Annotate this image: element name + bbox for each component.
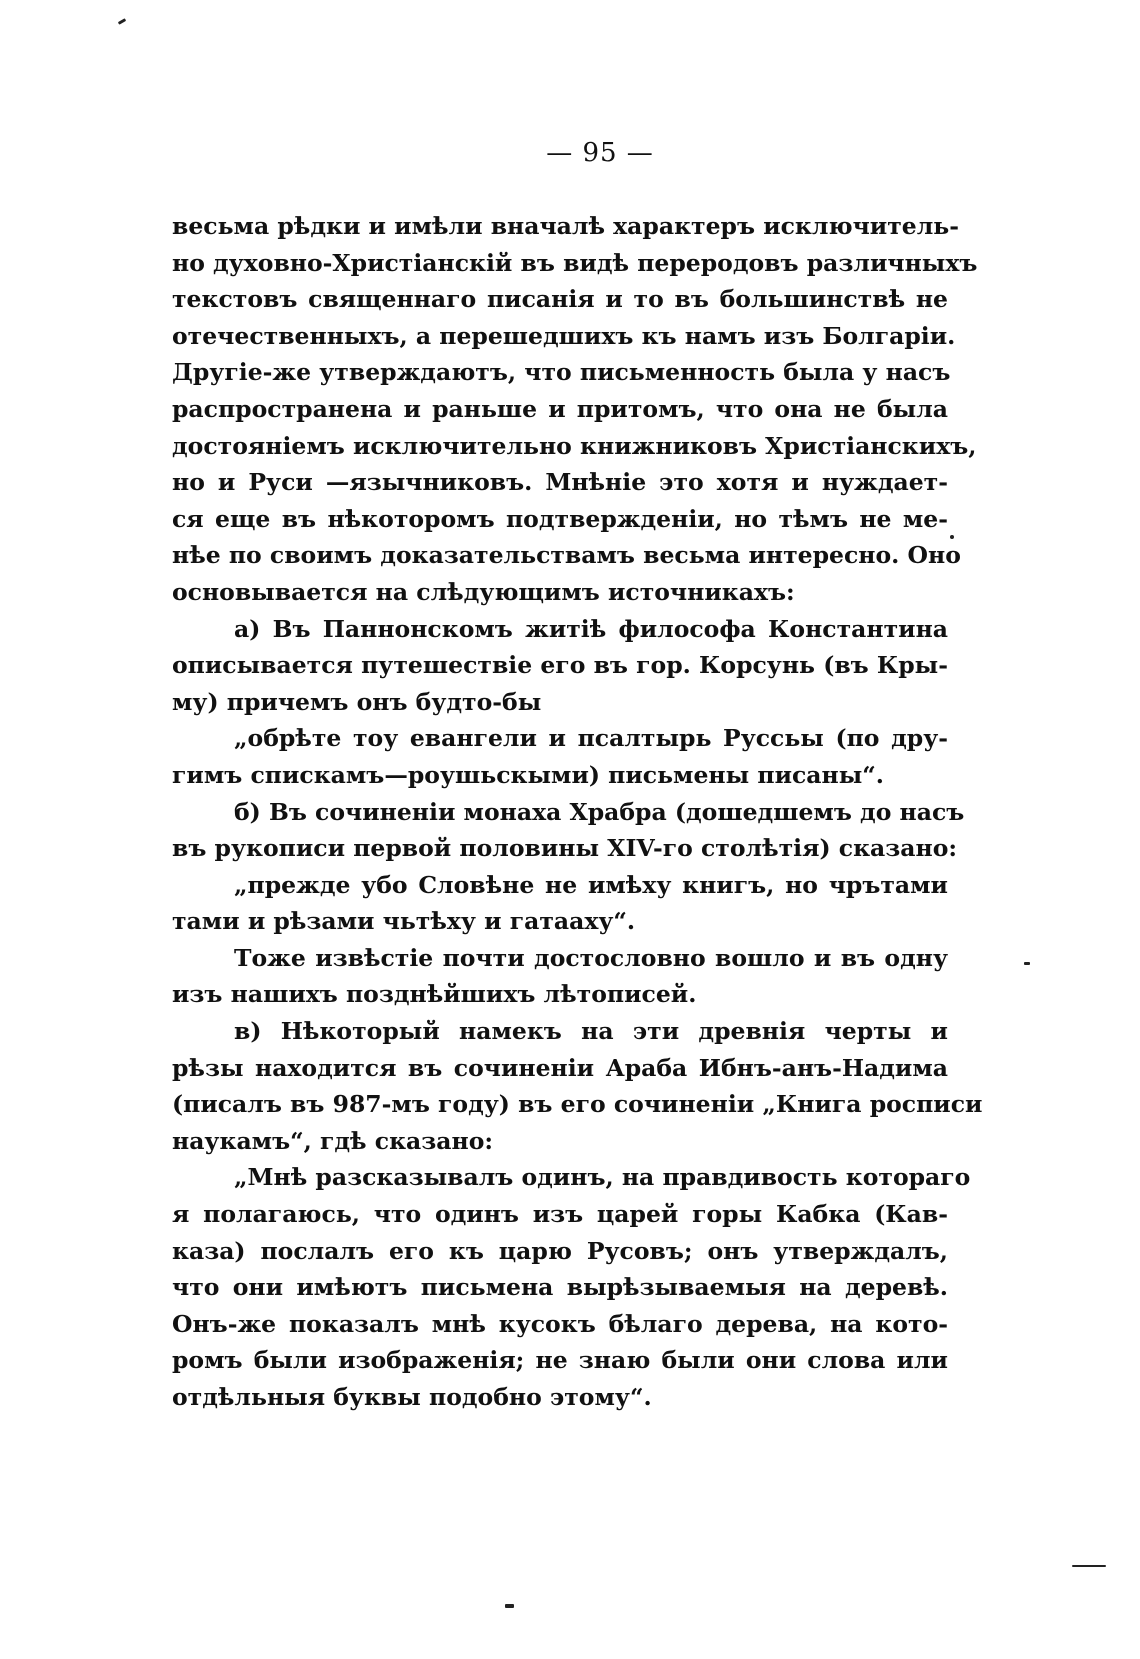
text-line: му) причемъ онъ будто-бы: [172, 687, 542, 716]
text-line: что они имѣютъ письмена вырѣзываемыя на деревѣ.: [172, 1273, 948, 1302]
text-line: „прежде убо Словѣне не имѣху книгъ, но чрътами: [234, 870, 948, 899]
scan-speck: [118, 18, 126, 25]
text-line: (писалъ въ 987-мъ году) въ его сочиненіи „Книга росписи: [172, 1090, 983, 1119]
text-line: ромъ были изображенія; не знаю были они слова или: [172, 1346, 948, 1375]
text-line: отечественныхъ, а перешедшихъ къ намъ изъ Болгаріи.: [172, 321, 956, 350]
text-line: достояніемъ исключительно книжниковъ Христіанскихъ,: [172, 431, 977, 460]
text-line: Тоже извѣстіе почти достословно вошло и въ одну: [234, 943, 948, 972]
scan-speck: [505, 1604, 514, 1608]
text-line: нѣе по своимъ доказательствамъ весьма интересно. Оно: [172, 541, 961, 570]
text-line: „обрѣте тоу евангели и псалтырь Руссьы (по дру-: [234, 724, 948, 753]
text-line: наукамъ“, гдѣ сказано:: [172, 1126, 494, 1155]
body-text: [172, 208, 983, 1416]
text-line: но и Руси —язычниковъ. Мнѣніе это хотя и нуждает-: [172, 468, 948, 497]
text-line: описывается путешествіе его въ гор. Корсунь (въ Кры-: [172, 651, 948, 680]
text-line: б) Въ сочиненіи монаха Храбра (дошедшемъ до насъ: [234, 797, 965, 826]
text-line: отдѣльныя буквы подобно этому“.: [172, 1383, 652, 1411]
text-line: весьма рѣдки и имѣли вначалѣ характеръ исключитель-: [172, 212, 959, 240]
scan-speck: [950, 535, 954, 539]
text-line: въ рукописи первой половины XIV-го столѣтія) сказано:: [172, 834, 958, 863]
scan-speck: [1024, 962, 1030, 965]
text-line: но духовно-Христіанскій въ видѣ переродовъ различныхъ: [172, 248, 978, 277]
text-line: каза) послалъ его къ царю Русовъ; онъ утверждалъ,: [172, 1236, 948, 1265]
scan-speck: [1072, 1565, 1106, 1567]
text-line: тами и рѣзами чьтѣху и гатааху“.: [172, 907, 636, 936]
page-number: — 95 —: [546, 138, 654, 168]
text-line: ся еще въ нѣкоторомъ подтвержденіи, но тѣмъ не ме-: [172, 504, 948, 533]
text-line: Другіе-же утверждаютъ, что письменность была у насъ: [172, 358, 951, 387]
text-line: распространена и раньше и притомъ, что она не была: [172, 394, 948, 423]
text-line: я полагаюсь, что одинъ изъ царей горы Кабка (Кав-: [172, 1200, 948, 1229]
text-line: а) Въ Паннонскомъ житіѣ философа Константина: [234, 614, 948, 643]
text-line: изъ нашихъ позднѣйшихъ лѣтописей.: [172, 980, 697, 1009]
text-line: основывается на слѣдующимъ источникахъ:: [172, 577, 795, 606]
text-line: гимъ спискамъ—роушьскыми) письмены писаны“.: [172, 760, 884, 789]
text-line: в) Нѣкоторый намекъ на эти древнія черты и: [234, 1017, 948, 1046]
text-line: текстовъ священнаго писанія и то въ большинствѣ не: [172, 285, 948, 314]
text-line: „Мнѣ разсказывалъ одинъ, на правдивость котораго: [234, 1163, 971, 1192]
text-line: рѣзы находится въ сочиненіи Араба Ибнъ-анъ-Надима: [172, 1053, 948, 1082]
text-line: Онъ-же показалъ мнѣ кусокъ бѣлаго дерева, на кото-: [172, 1309, 948, 1338]
